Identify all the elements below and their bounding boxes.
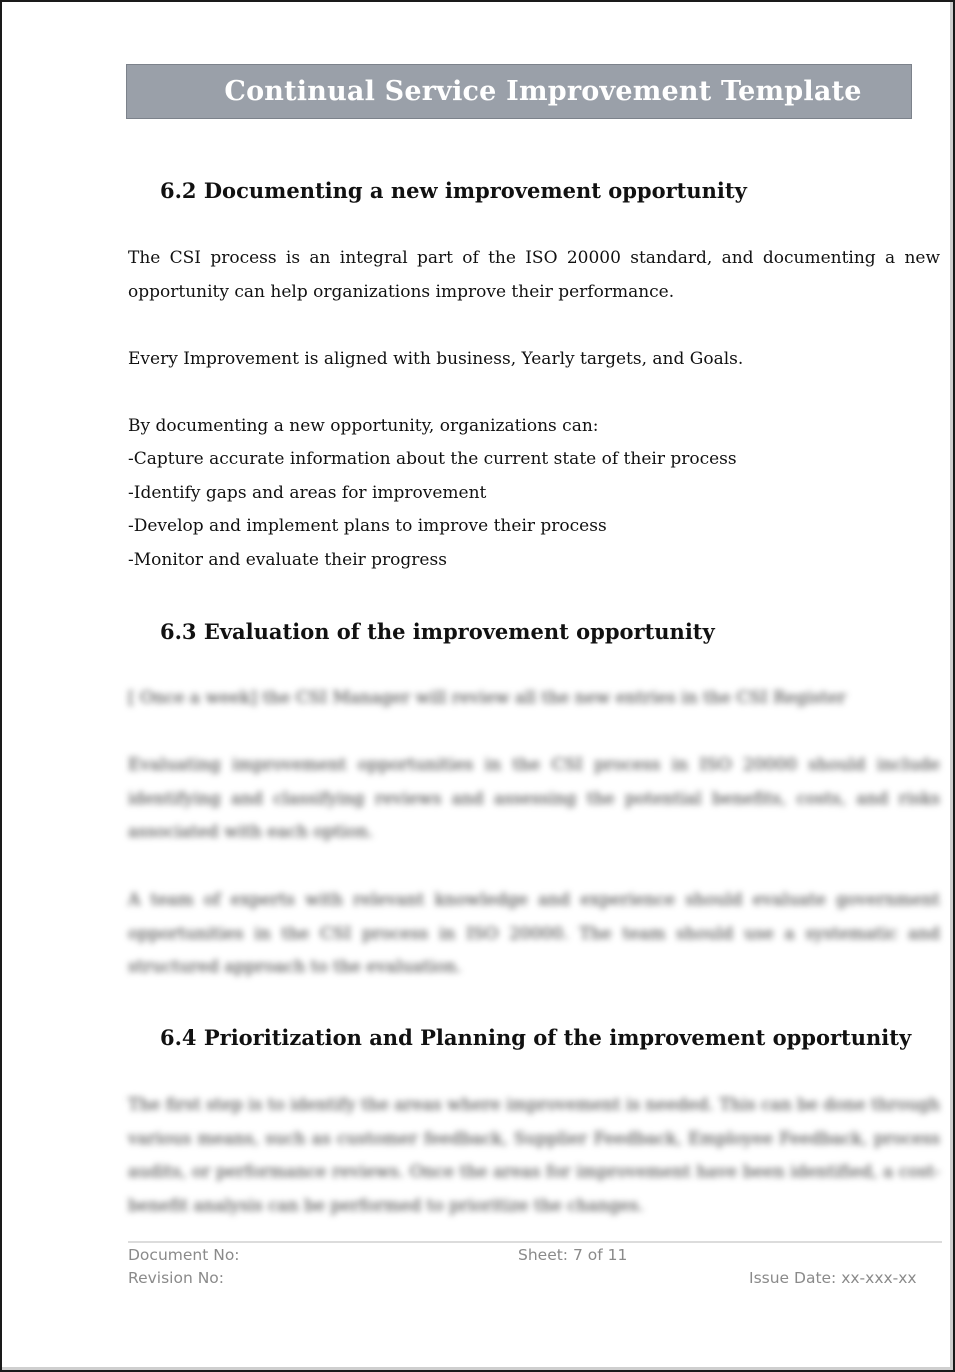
title-banner <box>126 64 912 119</box>
section-6-3-paragraph-2: Evaluating improvement opportunities in the CSI process in ISO 20000 should include identifying and classifying reviews and assessing the potential benefits, costs, and risks associated with each option. <box>128 755 940 842</box>
document-number-label: Document No: <box>128 1246 240 1264</box>
section-6-2-paragraph-1: The CSI process is an integral part of the ISO 20000 standard, and documenting a new opportunity can help organizations improve their performance. <box>128 248 940 302</box>
list-item: -Develop and implement plans to improve their process <box>128 516 607 536</box>
section-6-2-list-intro: By documenting a new opportunity, organizations can: <box>128 416 599 436</box>
revision-number-label: Revision No: <box>128 1269 225 1287</box>
list-item: -Monitor and evaluate their progress <box>128 550 447 570</box>
section-6-3-paragraph-3: A team of experts with relevant knowledge and experience should evaluate government opportunities in the CSI process in ISO 20000. The team should use a systematic and structured approach to the evaluation. <box>128 890 940 977</box>
section-6-3-heading: 6.3 Evaluation of the improvement opportunity <box>160 619 715 644</box>
section-6-2-heading: 6.2 Documenting a new improvement opportunity <box>160 178 747 203</box>
sheet-number: Sheet: 7 of 11 <box>518 1246 628 1264</box>
list-item: -Capture accurate information about the current state of their process <box>128 449 737 469</box>
document-title: Continual Service Improvement Template <box>224 76 862 107</box>
footer-divider <box>128 1241 942 1243</box>
section-6-4-heading: 6.4 Prioritization and Planning of the improvement opportunity <box>160 1025 912 1050</box>
list-item: -Identify gaps and areas for improvement <box>128 483 487 503</box>
section-6-4-paragraph-1: The first step is to identify the areas where improvement is needed. This can be done through various means, such as customer feedback, Supplier Feedback, Employee Feedback, process audits, or performance reviews. Once the areas for improvement have been identified, a cost-benefit analysis can be performed to prioritize the changes. <box>128 1095 940 1216</box>
section-6-3-paragraph-1: [ Once a week] the CSI Manager will review all the new entries in the CSI Register <box>128 688 847 708</box>
issue-date: Issue Date: xx-xxx-xx <box>749 1269 917 1287</box>
section-6-2-paragraph-2: Every Improvement is aligned with business, Yearly targets, and Goals. <box>128 349 744 369</box>
